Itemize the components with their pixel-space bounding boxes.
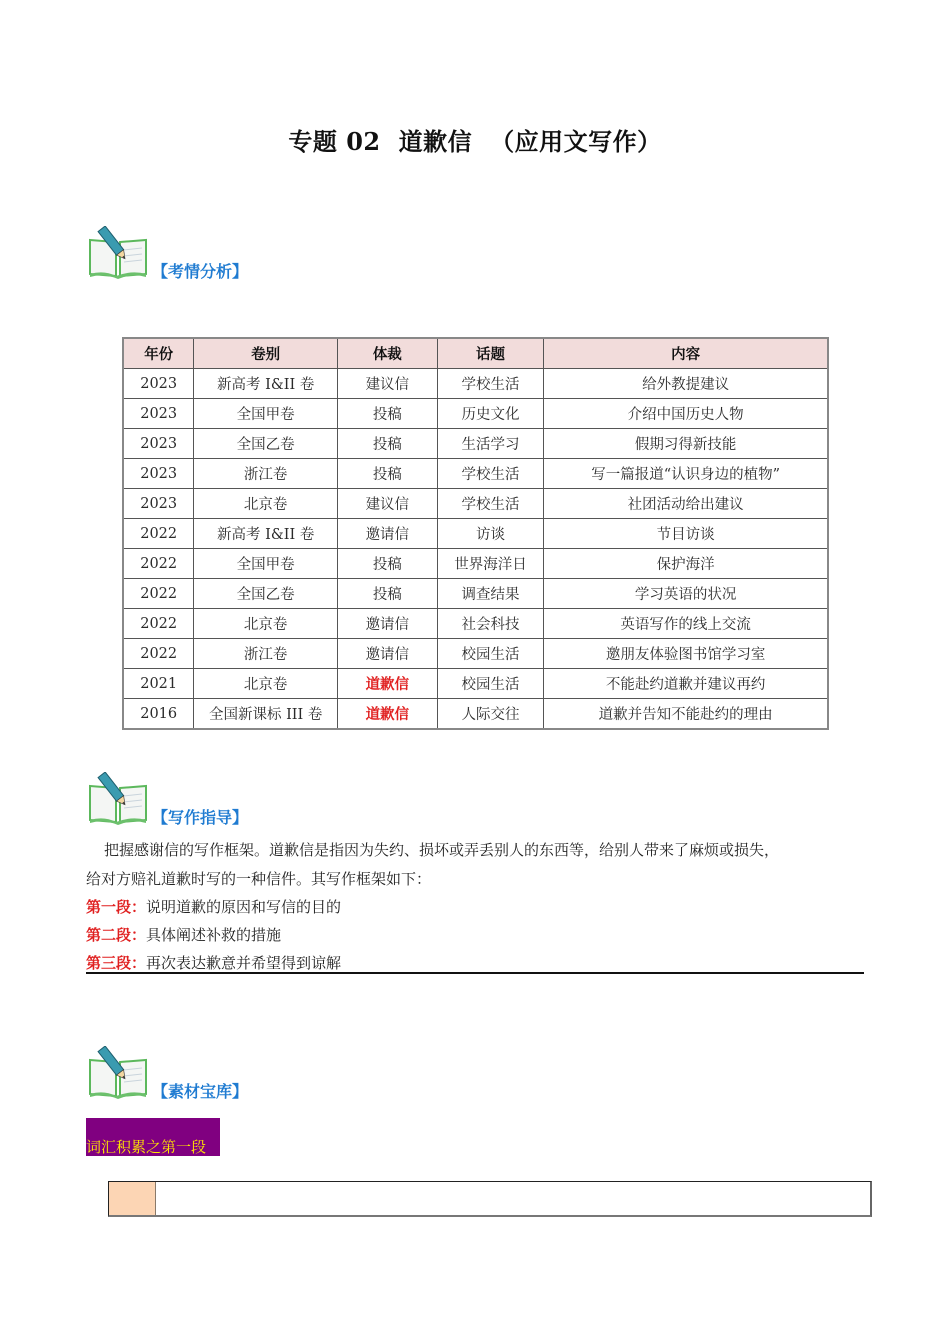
cell-paper: 全国新课标 III 卷: [194, 699, 338, 730]
cell-paper: 浙江卷: [194, 639, 338, 669]
section-materials-heading: [86, 1046, 386, 1102]
step-tag: 第二段：: [86, 926, 147, 944]
step-tag: 第三段：: [86, 954, 147, 972]
cell-paper: 全国甲卷: [194, 399, 338, 429]
cell-year: 2022: [123, 609, 194, 639]
guide-intro-line-2: 给对方赔礼道歉时写的一种信件。其写作框架如下：: [86, 870, 432, 888]
cell-paper: 全国甲卷: [194, 549, 338, 579]
cell-content: 节目访谈: [544, 519, 828, 549]
cell-genre-highlight: 道歉信: [337, 699, 437, 730]
cell-year: 2023: [123, 489, 194, 519]
step-tag: 第一段：: [86, 898, 147, 916]
vocab-table-index-cell: [109, 1182, 156, 1215]
header-paper: 卷别: [194, 338, 338, 369]
cell-genre: 投稿: [337, 399, 437, 429]
cell-year: 2023: [123, 429, 194, 459]
cell-genre: 建议信: [337, 489, 437, 519]
cell-topic: 校园生活: [437, 639, 544, 669]
table-row: [123, 459, 828, 489]
cell-topic: 访谈: [437, 519, 544, 549]
cell-topic: 调查结果: [437, 579, 544, 609]
title-main: 道歉信: [398, 127, 473, 156]
guide-intro-line-1: 把握感谢信的写作框架。道歉信是指因为失约、损坏或弄丢别人的东西等，给别人带来了麻烦或损失，: [104, 841, 780, 859]
section-guide-label: 【写作指导】: [152, 808, 249, 827]
cell-paper: 全国乙卷: [194, 579, 338, 609]
table-row: [123, 429, 828, 459]
section-materials-label: 【素材宝库】: [152, 1082, 249, 1101]
header-genre: 体裁: [337, 338, 437, 369]
table-row: [123, 669, 828, 699]
step-text: 再次表达歉意并希望得到谅解: [146, 954, 342, 972]
cell-year: 2022: [123, 549, 194, 579]
cell-content: 英语写作的线上交流: [544, 609, 828, 639]
cell-paper: 北京卷: [194, 609, 338, 639]
table-row: [123, 399, 828, 429]
cell-topic: 社会科技: [437, 609, 544, 639]
header-content: 内容: [544, 338, 828, 369]
table-header-row: [123, 338, 828, 369]
cell-content: 道歉并告知不能赴约的理由: [544, 699, 828, 730]
section-analysis-label: 【考情分析】: [152, 262, 249, 281]
cell-topic: 学校生活: [437, 369, 544, 399]
cell-content: 给外教提建议: [544, 369, 828, 399]
exam-analysis-table: [122, 337, 829, 730]
header-year: 年份: [123, 338, 194, 369]
cell-paper: 北京卷: [194, 489, 338, 519]
table-row: [123, 699, 828, 730]
cell-year: 2016: [123, 699, 194, 730]
cell-topic: 世界海洋日: [437, 549, 544, 579]
cell-content: 假期习得新技能: [544, 429, 828, 459]
cell-genre: 投稿: [337, 459, 437, 489]
cell-year: 2023: [123, 459, 194, 489]
cell-genre: 投稿: [337, 429, 437, 459]
vocab-table: [108, 1181, 872, 1217]
cell-content: 邀朋友体验图书馆学习室: [544, 639, 828, 669]
cell-topic: 生活学习: [437, 429, 544, 459]
title-prefix: 专题 02: [288, 127, 381, 156]
table-row: [123, 489, 828, 519]
cell-genre: 投稿: [337, 579, 437, 609]
table-row: [123, 639, 828, 669]
section-analysis-heading: [86, 226, 386, 282]
cell-paper: 北京卷: [194, 669, 338, 699]
cell-content: 社团活动给出建议: [544, 489, 828, 519]
vocab-banner: [86, 1118, 220, 1156]
table-row: [123, 579, 828, 609]
header-topic: 话题: [437, 338, 544, 369]
cell-content: 写一篇报道“认识身边的植物”: [544, 459, 828, 489]
cell-year: 2023: [123, 399, 194, 429]
cell-content: 不能赴约道歉并建议再约: [544, 669, 828, 699]
cell-year: 2022: [123, 639, 194, 669]
book-pencil-icon: [86, 226, 150, 280]
guide-step-2: [86, 921, 281, 949]
cell-paper: 全国乙卷: [194, 429, 338, 459]
cell-topic: 学校生活: [437, 489, 544, 519]
table-row: [123, 549, 828, 579]
cell-paper: 浙江卷: [194, 459, 338, 489]
table-row: [123, 519, 828, 549]
cell-genre: 建议信: [337, 369, 437, 399]
guide-intro: [86, 836, 866, 894]
page-title: [0, 122, 950, 157]
cell-genre: 邀请信: [337, 609, 437, 639]
cell-year: 2022: [123, 519, 194, 549]
cell-genre: 投稿: [337, 549, 437, 579]
vocab-banner-label: 词汇积累之第一段: [86, 1138, 207, 1156]
cell-topic: 人际交往: [437, 699, 544, 730]
guide-step-1: [86, 893, 341, 921]
book-pencil-icon: [86, 772, 150, 826]
cell-topic: 学校生活: [437, 459, 544, 489]
section-divider: [86, 972, 864, 974]
cell-content: 学习英语的状况: [544, 579, 828, 609]
cell-topic: 历史文化: [437, 399, 544, 429]
step-text: 具体阐述补救的措施: [146, 926, 282, 944]
cell-paper: 新高考 I&II 卷: [194, 369, 338, 399]
cell-genre: 邀请信: [337, 639, 437, 669]
step-text: 说明道歉的原因和写信的目的: [146, 898, 342, 916]
cell-topic: 校园生活: [437, 669, 544, 699]
book-pencil-icon: [86, 1046, 150, 1100]
title-suffix: （应用文写作）: [490, 127, 662, 156]
cell-content: 保护海洋: [544, 549, 828, 579]
table-row: [123, 369, 828, 399]
table-row: [123, 609, 828, 639]
cell-paper: 新高考 I&II 卷: [194, 519, 338, 549]
cell-content: 介绍中国历史人物: [544, 399, 828, 429]
cell-year: 2023: [123, 369, 194, 399]
cell-genre-highlight: 道歉信: [337, 669, 437, 699]
section-guide-heading: [86, 772, 386, 828]
cell-year: 2022: [123, 579, 194, 609]
cell-year: 2021: [123, 669, 194, 699]
cell-genre: 邀请信: [337, 519, 437, 549]
